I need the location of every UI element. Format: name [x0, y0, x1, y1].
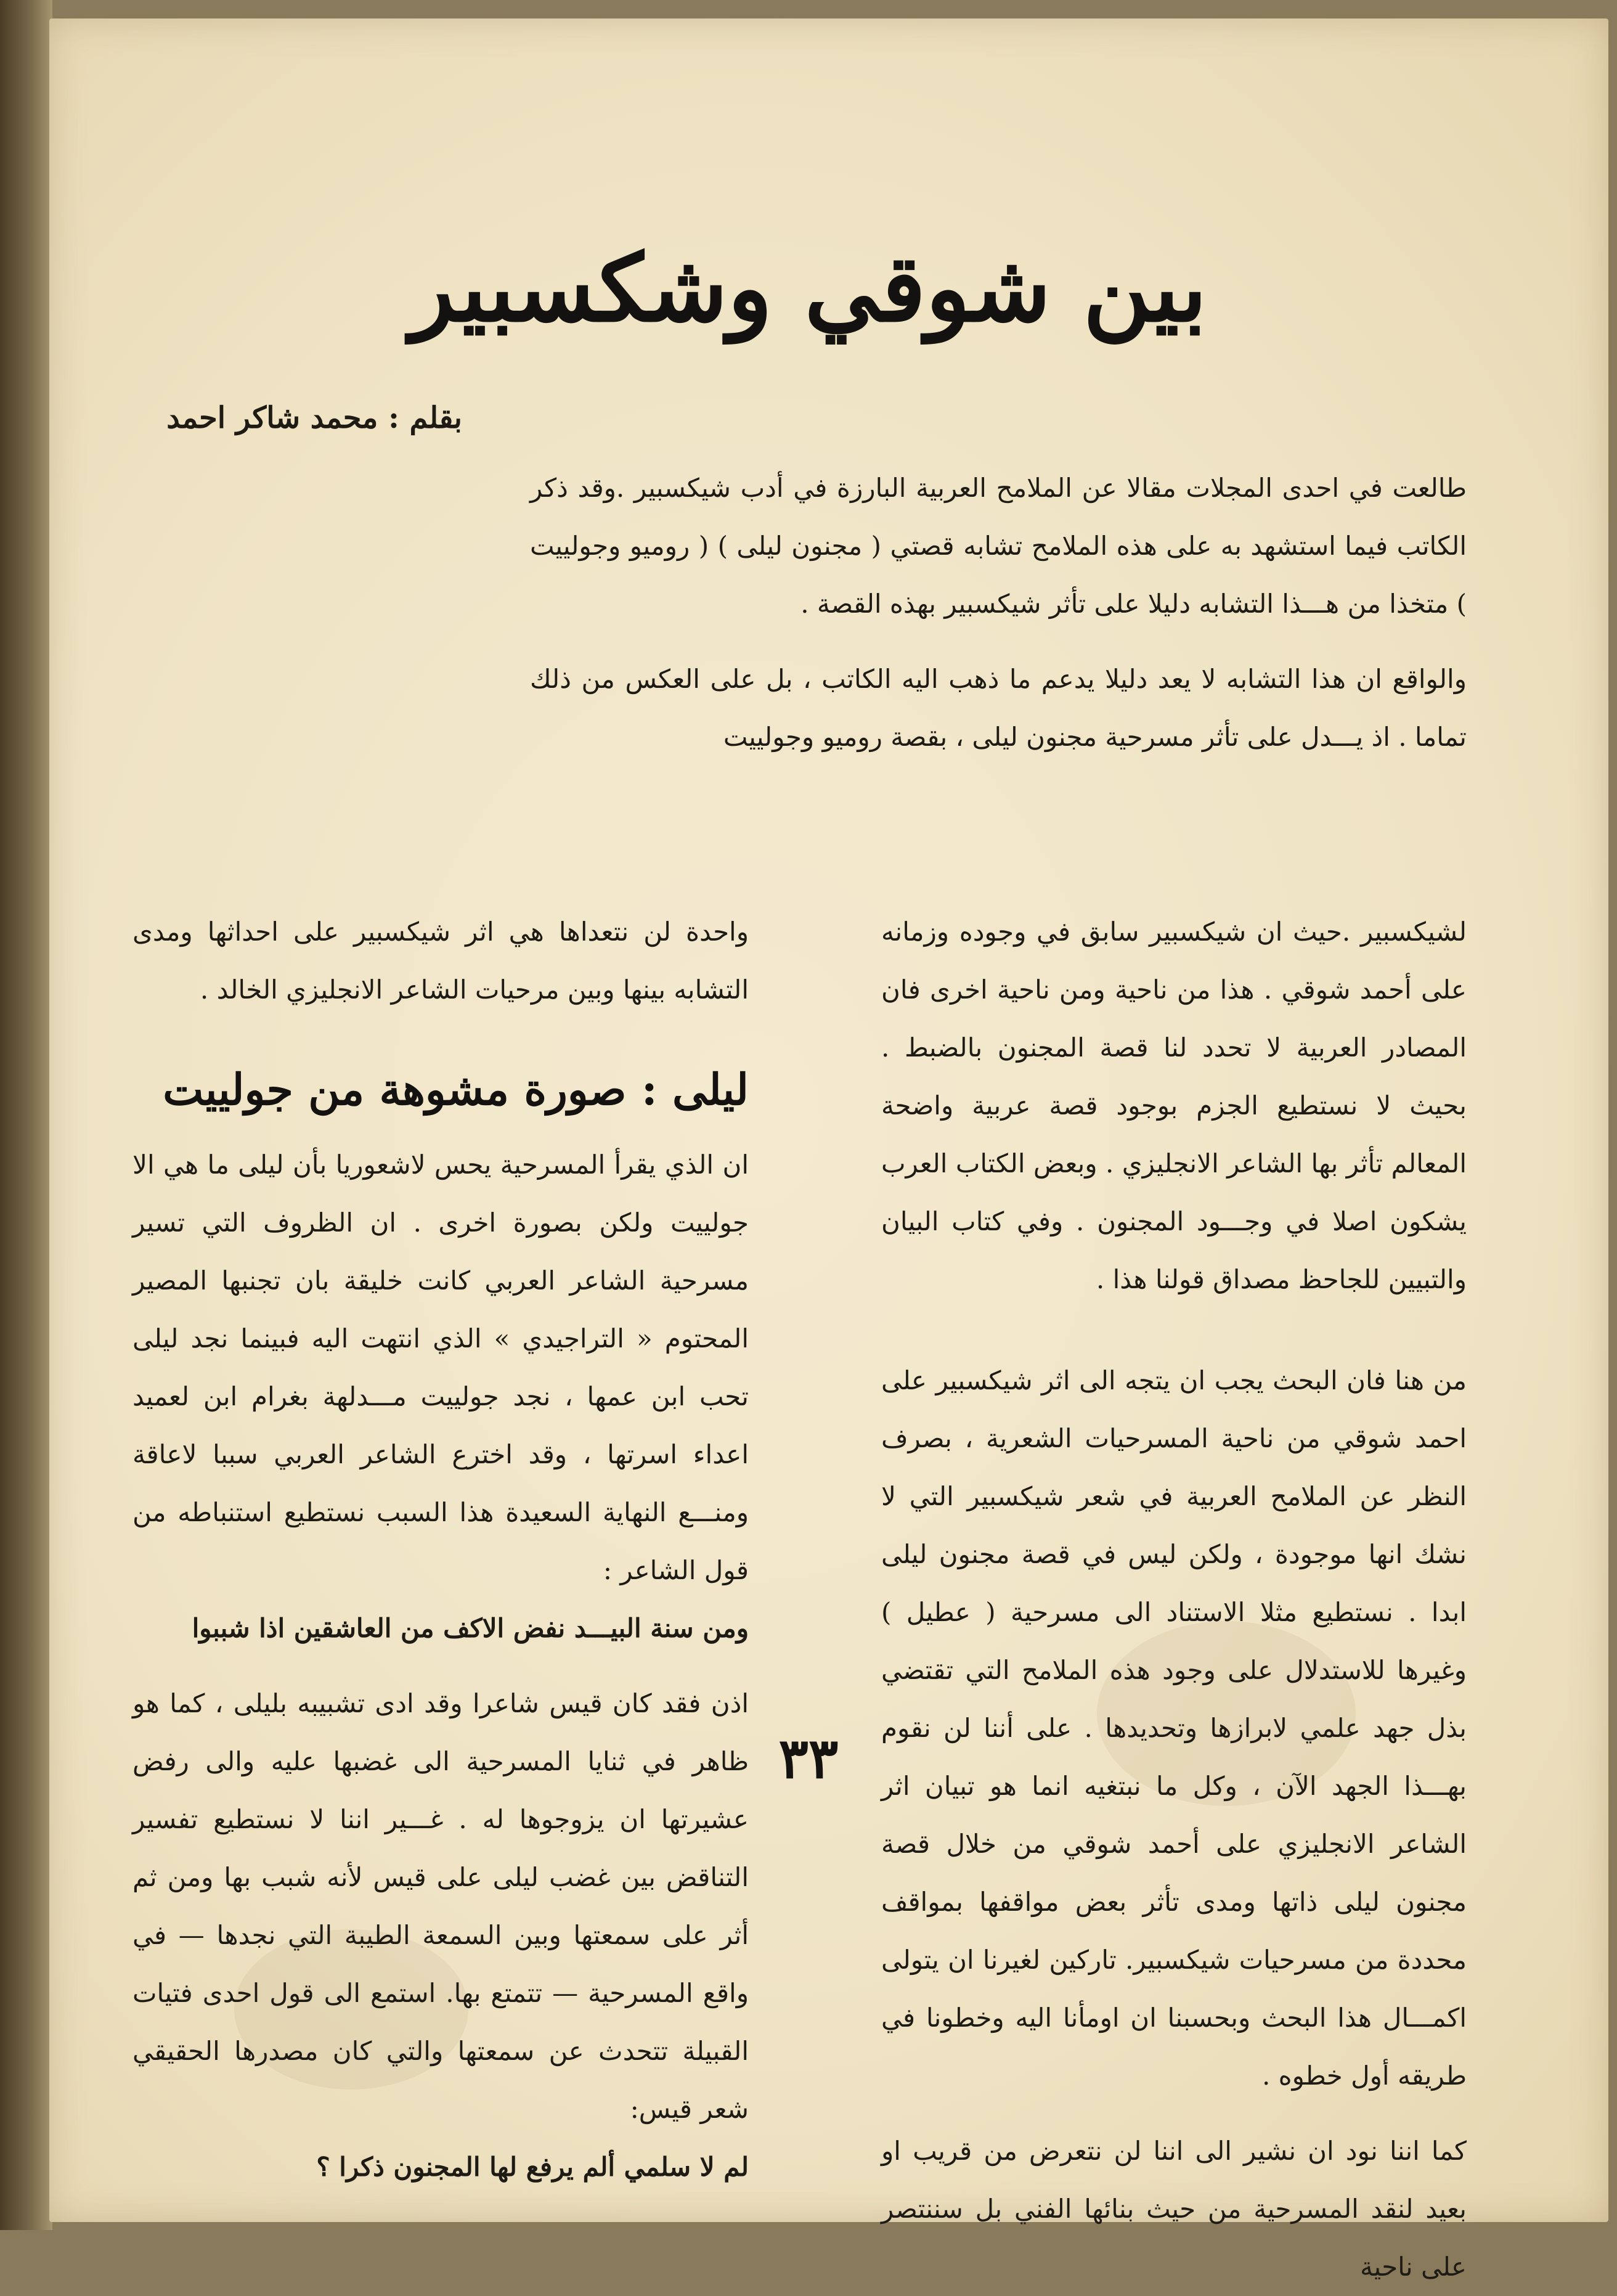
page-number: ٣٣: [778, 1726, 839, 1791]
body-paragraph: لشيكسبير .حيث ان شيكسبير سابق في وجوده وزمانه على أحمد شوقي . هذا من ناحية ومن ناحية اخرى فان المصادر العربية لا تحدد لنا قصة المجنون بالضبط . بحيث لا نستطيع الجزم بوجود قصة عربية واضحة المعالم تأثر بها الشاعر الانجليزي . وبعض الكتاب العرب يشكون اصلا في وجـــود المجنون . وفي كتاب البيان والتبيين للجاحظ مصداق قولنا هذا .: [881, 917, 1467, 1294]
right-column: [881, 903, 1467, 2296]
body-paragraph: كما اننا نود ان نشير الى اننا لن نتعرض من قريب او بعيد لنقد المسرحية من حيث بنائها الفني بل سننتصر على ناحية: [881, 2136, 1467, 2282]
verse-line: ومن سنة البيـــد نفض الاكف من العاشقين اذا شببوا: [192, 1613, 749, 1643]
body-paragraph: من هنا فان البحث يجب ان يتجه الى اثر شيكسبير على احمد شوقي من ناحية المسرحيات الشعرية ، بصرف النظر عن الملامح العربية في شعر شيكسبير التي لا نشك انها موجودة ، ولكن ليس في قصة مجنون ليلى ابدا . نستطيع مثلا الاستناد الى مسرحية ( عطيل ) وغيرها للاستدلال على وجود هذه الملامح التي تقتضي بذل جهد علمي لابرازها وتحديدها . على أننا لن نقوم بهـــذا الجهد الآن ، وكل ما نبتغيه انما هو تبيان اثر الشاعر الانجليزي على أحمد شوقي من خلال قصة مجنون ليلى ذاتها ومدى تأثر بعض مواقفها بمواقف محددة من مسرحيات شيكسبير. تاركين لغيرنا ان يتولى اكمـــال هذا البحث وبحسبنا ان اومأنا اليه وخطونا في طريقه أول خطوه .: [881, 1365, 1467, 2091]
body-paragraph: اذن فقد كان قيس شاعرا وقد ادى تشبيبه بليلى ، كما هو ظاهر في ثنايا المسرحية الى غضبها عليه والى رفض عشيرتها ان يزوجوها له . غـــير اننا لا نستطيع تفسير التناقض بين غضب ليلى على قيس لأنه شبب بها ومن ثم أثر على سمعتها وبين السمعة الطيبة التي نجدها — في واقع المسرحية — تتمتع بها. استمع الى قول احدى فتيات القبيلة تتحدث عن سمعتها والتي كان مصدرها الحقيقي شعر قيس:: [132, 1688, 749, 2124]
author-byline: بقلم : محمد شاكر احمد: [166, 401, 462, 435]
intro-block: [530, 459, 1467, 766]
intro-paragraph: والواقع ان هذا التشابه لا يعد دليلا يدعم ما ذهب اليه الكاتب ، بل على العكس من ذلك تماما . اذ يـــدل على تأثر مسرحية مجنون ليلى ، بقصة روميو وجولييت: [530, 664, 1467, 752]
article-title: بين شوقي وشكسبير: [410, 234, 1207, 343]
section-subheading: ليلى : صورة مشوهة من جولييت: [163, 1064, 749, 1115]
intro-paragraph: طالعت في احدى المجلات مقالا عن الملامح العربية البارزة في أدب شيكسبير .وقد ذكر الكاتب فيما استشهد به على هذه الملامح تشابه قصتي ( مجنون ليلى ) ( روميو وجولييت ) متخذا من هـــذا التشابه دليلا على تأثر شيكسبير بهذه القصة .: [530, 473, 1467, 619]
verse-line: لم لا سلمي ألم يرفع لها المجنون ذكرا ؟: [316, 2152, 749, 2182]
body-paragraph: واحدة لن نتعداها هي اثر شيكسبير على احداثها ومدى التشابه بينها وبين مرحيات الشاعر الانجليزي الخالد .: [132, 917, 749, 1005]
left-column: [132, 903, 749, 2196]
body-paragraph: ان الذي يقرأ المسرحية يحس لاشعوريا بأن ليلى ما هي الا جولييت ولكن بصورة اخرى . ان الظروف التي تسير مسرحية الشاعر العربي كانت خليقة بان تجنبها المصير المحتوم « التراجيدي » الذي انتهت اليه فبينما نجد ليلى تحب ابن عمها ، نجد جولييت مـــدلهة بغرام ابن لعميد اعداء اسرتها ، وقد اخترع الشاعر العربي سببا لاعاقة ومنـــع النهاية السعيدة هذا السبب نستطيع استنباطه من قول الشاعر :: [132, 1150, 749, 1585]
